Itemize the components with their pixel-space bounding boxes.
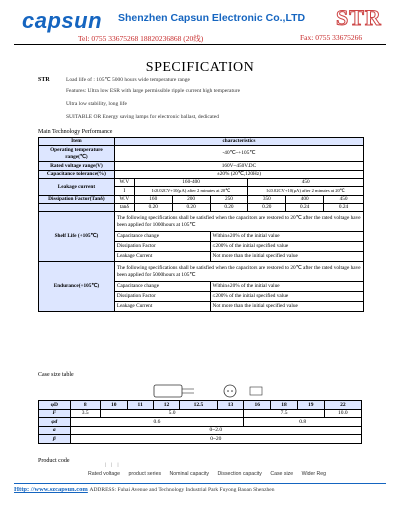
feature-line-2: Features: Ultra low ESR with large permissible ripple current high temperature [66, 88, 241, 94]
case-diameter-value: 12.5 [180, 401, 217, 410]
df-label-spacer [39, 204, 115, 212]
product-code-parts [88, 471, 333, 477]
shelf-param: Capacitance change [114, 232, 210, 242]
feature-line-1: Load life of : 105℃ 5000 hours wide temperature range [66, 77, 190, 83]
df-wv-value: 350 [248, 196, 286, 204]
case-cell: 0~2.0 [70, 426, 361, 435]
endurance-param: Leakage Current [114, 302, 210, 312]
case-size-table [38, 400, 362, 444]
shelf-param: Dissipation Factor [114, 242, 210, 252]
lead-point [231, 390, 233, 392]
footer-divider [14, 483, 386, 484]
case-diameter-value: 13 [217, 401, 244, 410]
df-tan-value: 0.20 [172, 204, 210, 212]
shelf-criterion: Within±20% of the initial value [210, 232, 363, 242]
product-code-ticks: | | | [105, 463, 121, 468]
series-code: STR [38, 77, 50, 83]
capacitor-top-view [224, 385, 236, 397]
df-wv-value: 160 [134, 196, 172, 204]
lead-end-view [250, 387, 262, 395]
leakage-wv-range-1: 160-400 [134, 179, 248, 187]
case-size-label: Case size table [38, 372, 74, 378]
case-diameter-value: 22 [324, 401, 361, 410]
shelf-criterion: Not more than the initial specified value [210, 252, 363, 262]
leakage-wv-header: W.V [114, 179, 134, 187]
endurance-param: Dissipation Factor [114, 292, 210, 302]
leakage-formula-2: I≤0.02CV+10(μA) after 2 minutes at 20℃ [248, 187, 364, 196]
df-wv-value: 250 [210, 196, 248, 204]
lead-point [227, 390, 229, 392]
company-address: ADDRESS: Fuhai Avenue and Technology Industrial Park Fuyong Baoan Shenzhen [89, 487, 275, 493]
endurance-criterion: Not more than the initial specified value [210, 302, 363, 312]
page-title: SPECIFICATION [145, 60, 255, 75]
case-diameter-value: 12 [153, 401, 180, 410]
df-tan-value: 0.20 [134, 204, 172, 212]
endurance-criterion: ≤200% of the initial specified value [210, 292, 363, 302]
leakage-formula-1: I≤0.02CV+10(μA) after 2 minutes at 20℃ [134, 187, 248, 196]
df-label: Dissipation Factor(Tanδ) [39, 196, 115, 204]
case-diameter-value: 11 [127, 401, 153, 410]
rated-voltage-value: 160V~450V.DC [114, 162, 363, 171]
pc-part: Rated voltage [88, 471, 121, 477]
df-tan-value: 0.24 [286, 204, 324, 212]
case-cell: 5.0 [100, 409, 244, 418]
telephone: Tel: 0755 33675268 18820236868 (20线) [78, 34, 204, 43]
case-row-label: F [39, 409, 71, 418]
cap-tolerance-value: ±20% (20℃,120Hz) [114, 171, 363, 179]
df-tan-value: 0.20 [248, 204, 286, 212]
df-wv-value: 450 [324, 196, 364, 204]
leakage-label: Leakage current [39, 179, 115, 196]
product-code-label: Product code [38, 458, 70, 464]
case-cell: 7.5 [244, 409, 324, 418]
cap-tolerance-label: Capacitance tolerance(%) [39, 171, 115, 179]
capsun-logo: capsun [22, 8, 103, 33]
case-row-label: a [39, 426, 71, 435]
rated-voltage-label: Rated voltage range(V) [39, 162, 115, 171]
df-wv-value: 200 [172, 196, 210, 204]
case-diameter-value: 8 [70, 401, 100, 410]
pc-part: Nominal capacity [169, 471, 210, 477]
case-diameter-value: 16 [244, 401, 271, 410]
df-wv-header: W.V [114, 196, 134, 204]
case-cell: 0.6 [70, 418, 244, 427]
case-diameter-value: 19 [297, 401, 324, 410]
case-cell: 0~20 [70, 435, 361, 444]
df-tan-header: tanδ [114, 204, 134, 212]
pc-part: Wider Reg [301, 471, 327, 477]
case-row-label: β [39, 435, 71, 444]
shelf-criterion: ≤200% of the initial specified value [210, 242, 363, 252]
case-row [39, 418, 362, 427]
case-cell: 3.5 [70, 409, 100, 418]
case-row-label: φd [39, 418, 71, 427]
leakage-i-header: I [114, 187, 134, 196]
endurance-criterion: Within±20% of the initial value [210, 282, 363, 292]
endurance-intro: The following specifications shall be satisfied when the capacitors are restored to 20℃ after the rated voltage have been applied for 5000hours at 105℃ [114, 262, 363, 282]
case-cell: 0.8 [244, 418, 362, 427]
op-temp-label: Operating temperature range(℃) [39, 146, 115, 162]
case-row [39, 426, 362, 435]
case-row [39, 409, 362, 418]
case-diameter-header: φD [39, 401, 71, 410]
pc-part: Case size [270, 471, 294, 477]
shelf-life-intro: The following specifications shall be satisfied when the capacitors are restored to 20℃ after the rated voltage have been applied for 1000hours at 105℃ [114, 212, 363, 232]
pc-part: Dissection capacity [217, 471, 262, 477]
str-brand-logo: STR [336, 5, 382, 30]
case-diameter-value: 18 [271, 401, 298, 410]
case-cell: 10.0 [324, 409, 361, 418]
spec-table [38, 137, 364, 312]
df-wv-value: 400 [286, 196, 324, 204]
case-row [39, 435, 362, 444]
leakage-wv-range-2: 450 [248, 179, 364, 187]
feature-line-4: SUITABLE OR Energy saving lamps for electronic ballast, dedicated [66, 114, 219, 120]
header-divider [14, 44, 386, 45]
case-diameter-value: 10 [100, 401, 127, 410]
df-tan-value: 0.24 [324, 204, 364, 212]
website-link[interactable]: Http: //www.szcapsun.com [14, 486, 88, 493]
capacitor-dimension-diagram [150, 384, 270, 398]
footer [14, 486, 275, 493]
performance-label: Main Technology Performance [38, 129, 113, 135]
pc-part: product series [128, 471, 162, 477]
company-name: Shenzhen Capsun Electronic Co.,LTD [118, 12, 306, 24]
fax-number: Fax: 0755 33675266 [300, 33, 363, 42]
df-tan-value: 0.20 [210, 204, 248, 212]
feature-line-3: Ultra low stability, long life [66, 101, 127, 107]
endurance-param: Capacitance change [114, 282, 210, 292]
col-characteristics-header: characteristics [114, 138, 363, 146]
col-item-header: Item [39, 138, 115, 146]
shelf-param: Leakage Current [114, 252, 210, 262]
capacitor-body-outline [154, 385, 182, 397]
op-temp-value: -40℃~+105℃ [114, 146, 363, 162]
shelf-life-label: Shelf Life (+105℃) [39, 212, 115, 262]
endurance-label: Endurance(+105℃) [39, 262, 115, 312]
